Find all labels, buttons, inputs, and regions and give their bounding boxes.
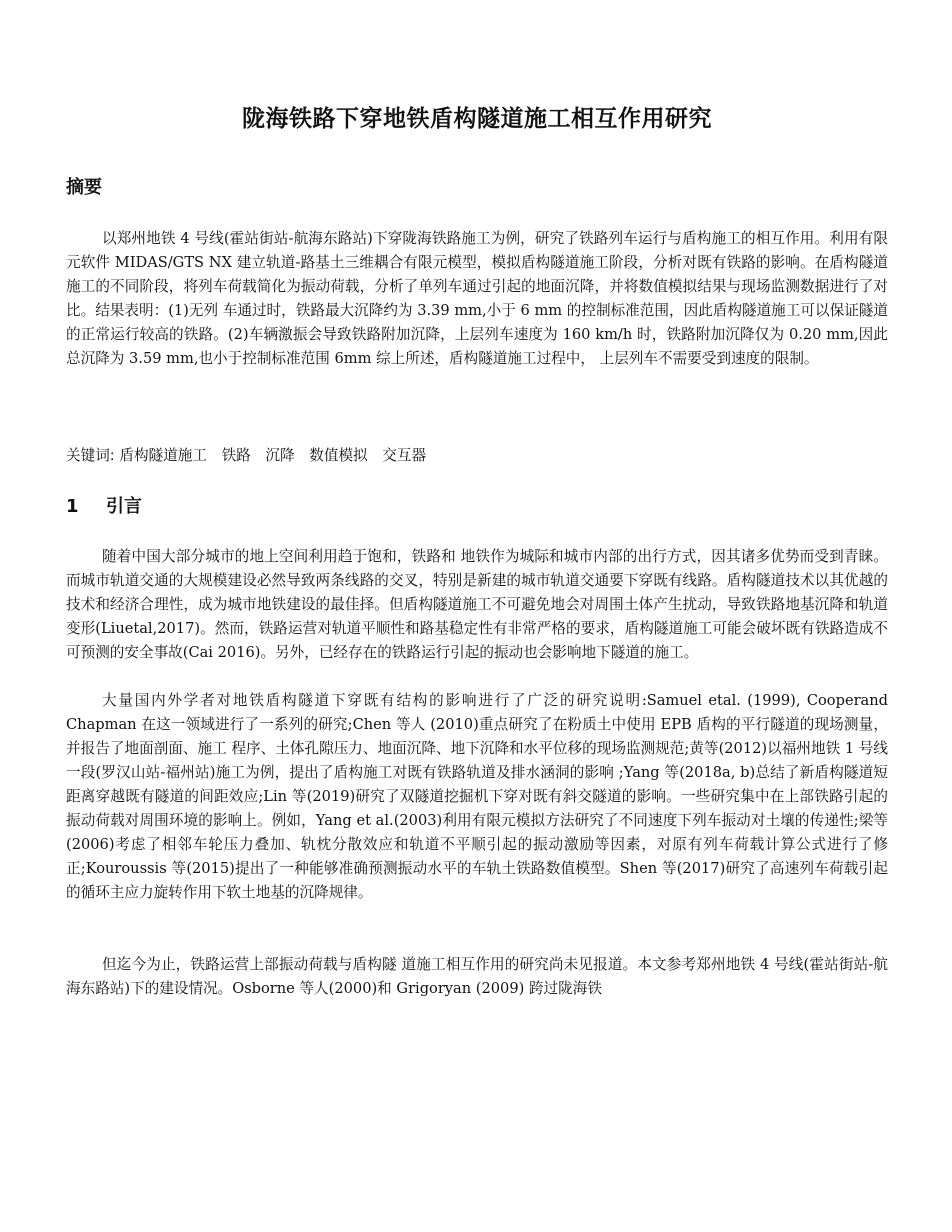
keyword: 交互器 xyxy=(382,447,427,464)
section-heading-introduction xyxy=(66,495,142,519)
keyword: 数值模拟 xyxy=(309,447,368,464)
keyword: 盾构隧道施工 xyxy=(119,447,207,464)
section-number: 1 xyxy=(66,496,79,517)
body-paragraph: 随着中国大部分城市的地上空间利用趋于饱和，铁路和 地铁作为城际和城市内部的出行方式，因其诸多优势而受到青睐。而城市轨道交通的大规模建设必然导致两条线路的交叉，特别是新建的城市轨道交通要下穿既有线路。盾构隧道技术以其优越的技术和经济合理性，成为城市地铁建设的最佳择。但盾构隧道施工不可避免地会对周围土体产生扰动，导致铁路地基沉降和轨道变形(Liuetal,2017)。然而，铁路运营对轨道平顺性和路基稳定性有非常严格的要求，盾构隧道施工可能会破坏既有铁路造成不可预测的安全事故(Cai 2016)。另外，已经存在的铁路运行引起的振动也会影响地下隧道的施工。 xyxy=(66,548,888,661)
keyword: 沉降 xyxy=(265,447,295,464)
body-paragraph: 大量国内外学者对地铁盾构隧道下穿既有结构的影响进行了广泛的研究说明:Samuel etal. (1999), Cooperand Chapman 在这一领域进行了一系列的研究;Chen 等人 (2010)重点研究了在粉质土中使用 EPB 盾构的平行隧道的现场测量，并报告了地面剖面、施工 程序、土体孔隙压力、地面沉降、地下沉降和水平位移的现场监测规范;黄等(2012)以福州地铁 1 号线一段(罗汉山站-福州站)施工为例，提出了盾构施工对既有铁路轨道及排水涵洞的影响 ;Yang 等(2018a, b)总结了新盾构隧道短距离穿越既有隧道的间距效应;Lin 等(2019)研究了双隧道挖掘机下穿对既有斜交隧道的影响。一些研究集中在上部铁路引起的振动荷载对周围环境的影响上。例如，Yang et al.(2003)利用有限元模拟方法研究了不同速度下列车振动对土壤的传递性;梁等(2006)考虑了相邻车轮压力叠加、轨枕分散效应和轨道不平顺引起的振动激励等因素，对原有列车荷载计算公式进行了修正;Kouroussis 等(2015)提出了一种能够准确预测振动水平的车轨土铁路数值模型。Shen 等(2017)研究了高速列车荷载引起的循环主应力旋转作用下软土地基的沉降规律。 xyxy=(66,692,888,901)
paper-title: 陇海铁路下穿地铁盾构隧道施工相互作用研究 xyxy=(242,106,712,132)
keywords-label: 关键词: xyxy=(66,447,115,464)
abstract-text: 以郑州地铁 4 号线(霍站街站-航海东路站)下穿陇海铁路施工为例，研究了铁路列车运行与盾构施工的相互作用。利用有限元软件 MIDAS/GTS NX 建立轨道-路基土三维耦合有限元模型，模拟盾构隧道施工阶段，分析对既有铁路的影响。在盾构隧道 施工的不同阶段，将列车荷载简化为振动荷载，分析了单列车通过引起的地面沉降，并将数值模拟结果与现场监测数据进行了对比。结果表明：(1)无列 车通过时，铁路最大沉降约为 3.39 mm,小于 6 mm 的控制标准范围，因此盾构隧道施工可以保证隧道的正常运行较高的铁路。(2)车辆激振会导致铁路附加沉降，上层列车速度为 160 km/h 时，铁路附加沉降仅为 0.20 mm,因此总沉降为 3.59 mm,也小于控制标准范围 6mm 综上所述，盾构隧道施工过程中， 上层列车不需要受到速度的限制。 xyxy=(66,230,888,367)
abstract-heading: 摘要 xyxy=(66,177,102,198)
keywords-line xyxy=(66,444,436,468)
body-paragraph: 但迄今为止，铁路运营上部振动荷载与盾构隧 道施工相互作用的研究尚未见报道。本文参考郑州地铁 4 号线(霍站街站-航海东路站)下的建设情况。Osborne 等人(2000)和 Grigoryan (2009) 跨过陇海铁 xyxy=(66,956,888,997)
keyword: 铁路 xyxy=(221,447,251,464)
section-title: 引言 xyxy=(106,496,142,517)
